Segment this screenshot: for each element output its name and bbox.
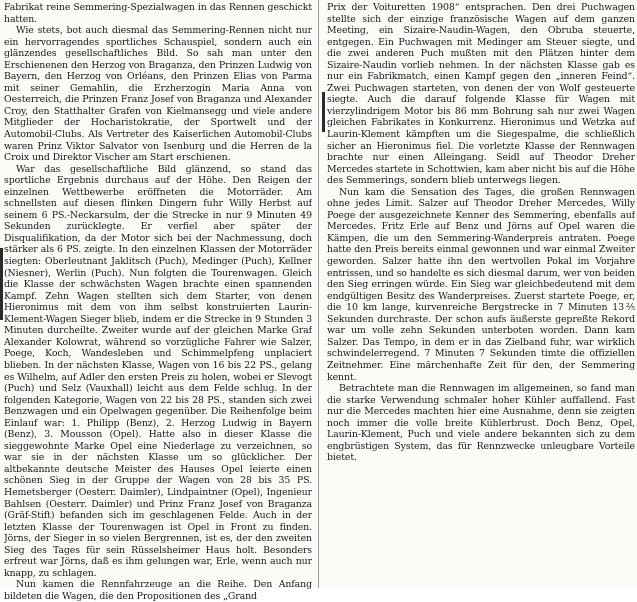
margin-marker-left bbox=[0, 248, 3, 320]
left-column bbox=[4, 2, 312, 602]
right-paragraph-1: Prix der Voituretten 1908“ entsprachen. Den drei Puchwagen stellte sich der einzige französische Wagen auf dem ganzen Meeting, ein Sizaire-Naudin-Wagen, den Obruba steuerte, entgegen. Ein Puchwagen mit Medinger am Steuer siegte, und die zwei anderen Puch mußten mit den Plätzen hinter dem Sizaire-Naudin vorlieb nehmen. In der nächsten Klasse gab es nur ein Fabrikmatch, einen Kampf gegen den „inneren Feind“. Zwei Puchwagen starteten, von denen der von Wolf gesteuerte siegte. Auch die darauf folgende Klasse für Wagen mit vierzylindrigem Motor bis 86 mm Bohrung sah nur zwei Wagen gleichen Fabrikates in Konkurrenz. Hieronimus und Wetzka auf Laurin-Klement kämpften um die Siegespalme, die schließlich sicher an Hieronimus fiel. Die vorletzte Klasse der Rennwagen brachte nur einen Alleingang. Seidl auf Theodor Dreher Mercedes startete in Schottwien, kam aber nicht bis auf die Höhe des Semmerings, sondern blieb unterwegs liegen. bbox=[327, 2, 635, 187]
left-paragraph-1: Fabrikat reine Semmering-Spezialwagen in das Rennen geschickt hatten. bbox=[4, 2, 312, 25]
left-paragraph-3: War das gesellschaftliche Bild glänzend, so stand das sportliche Ergebnis durchaus auf der Höhe. Den Reigen der einzelnen Wettbewerbe eröffneten die Motorräder. Am schnellsten auf diesen flinken Dingern fuhr Willy Herbst auf seinem 6 PS.-Neckarsulm, der die Strecke in nur 9 Minuten 49 Sekunden zurücklegte. Er verfiel aber später der Disqualifikation, da der Motor sich bei der Nachmessung, doch stärker als 6 PS. zeigte. In den einzelnen Klassen der Motorräder siegten: Oberleutnant Jaklitsch (Puch), Medinger (Puch), Kellner (Niesner), Werlin (Puch). Nun folgten die Tourenwagen. Gleich die Klasse der schwächsten Wagen brachte einen spannenden Kampf. Zehn Wagen stellten sich dem Starter, von denen Hieronimus mit dem von ihm selbst konstruierten Laurin-Klement-Wagen Sieger blieb, indem er die Strecke in 9 Stunden 3 Minuten durcheilte. Zweiter wurde auf der gleichen Marke Graf Alexander Kolowrat, während so vorzügliche Fahrer wie Salzer, Poege, Koch, Wandesleben und Schimmelpfeng unplaciert blieben. In der nächsten Klasse, Wagen von 16 bis 22 PS., gelang es Wilhelm, auf Adler den ersten Preis zu holen, wobei er Slevogt (Puch) und Selz (Vauxhall) leicht aus dem Felde schlug. In der folgenden Kategorie, Wagen von 22 bis 28 PS., standen sich zwei Benzwagen und ein Opelwagen gegenüber. Die Reihenfolge beim Einlauf war: 1. Philipp (Benz), 2. Herzog Ludwig in Bayern (Benz), 3. Mousson (Opel). Hatte also in dieser Klasse die sieggewohnte Marke Opel eine Niederlage zu verzeichnen, so war sie in der nächsten Klasse um so glücklicher. Der altbekannte deutsche Meister des Hauses Opel leierte einen schönen Sieg in der Gruppe der Wagen von 28 bis 35 PS. Hemetsberger (Oesterr. Daimler), Lindpaintner (Opel), Ingenieur Bahlsen (Oesterr. Daimler) und Prinz Franz Josef von Braganza (Gräf-Stift) befanden sich im geschlagenen Felde. Auch in der letzten Klasse der Tourenwagen ist Opel in Front zu finden. Jörns, der Sieger in so vielen Bergrennen, ist es, der den zweiten Sieg des Tages für sein Rüsselsheimer Haus holt. Besonders erfreut war Jörns, daß es ihm gelungen war, Erle, wenn auch nur knapp, zu schlagen. bbox=[4, 163, 312, 579]
right-column bbox=[327, 2, 635, 464]
left-paragraph-2: Wie stets, bot auch diesmal das Semmering-Rennen nicht nur ein hervorragendes sportliches Schauspiel, sondern auch ein glänzendes gesellschaftliches Bild. So sah man unter den Erschienenen den Herzog von Braganza, den Prinzen Ludwig von Bayern, den Herzog von Orléans, den Prinzen Elias von Parma mit seiner Gemahlin, die Erzherzogin Maria Anna von Oesterreich, die Prinzen Franz Josef von Braganza und Alexander Croy, den Statthalter Grafen von Kielmansegg und viele andere Mitglieder der Hocharistokratie, der Sportwelt und der Automobil-Clubs. Als Vertreter des Kaiserlichen Automobil-Clubs waren Prinz Viktor Salvator von Isenburg und die Herren de la Croix und Direktor Vischer am Start erschienen. bbox=[4, 25, 312, 164]
left-paragraph-4: Nun kamen die Rennfahrzeuge an die Reihe. Den Anfang bildeten die Wagen, die den Propositionen des „Grand bbox=[4, 579, 312, 602]
column-divider bbox=[318, 0, 319, 588]
right-paragraph-2: Nun kam die Sensation des Tages, die großen Rennwagen ohne jedes Limit. Salzer auf Theodor Dreher Mercedes, Willy Poege der ausgezeichnete Kenner des Semmering, ebenfalls auf Mercedes. Fritz Erle auf Benz und Jörns auf Opel waren die Kämpen, die um den Semmering-Wanderpreis antraten. Poege hatte den Preis bereits einmal gewonnen und war einmal Zweiter geworden. Salzer hatte ihn den wertvollen Pokal im Vorjahre entrissen, und so handelte es sich diesmal darum, wer von beiden den Sieg erringen würde. Ein Sieg war gleichbedeutend mit dem endgültigen Besitz des Wanderpreises. Zuerst startete Poege, er, die 10 km lange, kurvenreiche Bergstrecke in 7 Minuten 13⅖ Sekunden durchraste. Der schon aufs äußerste gepreßte Rekord war um volle zehn Sekunden unterboten worden. Dann kam Salzer. Das Tempo, in dem er in das Zielband fuhr, war wirklich schwindelerregend. 7 Minuten 7 Sekunden timte die offiziellen Zeitnehmer. Eine märchenhafte Zeit für den, der Semmering kennt. bbox=[327, 186, 635, 383]
margin-marker-right bbox=[322, 92, 325, 132]
right-paragraph-3: Betrachtete man die Rennwagen im allgemeinen, so fand man die starke Verwendung schmaler hoher Kühler auffallend. Fast nur die Mercedes machten hier eine Ausnahme, denn sie zeigten noch immer die volle breite Kühlerbrust. Doch Benz, Opel, Laurin-Klement, Puch und viele andere bekannten sich zu dem engbrüstigen System, das für Rennzwecke unleugbare Vorteile bietet. bbox=[327, 383, 635, 464]
